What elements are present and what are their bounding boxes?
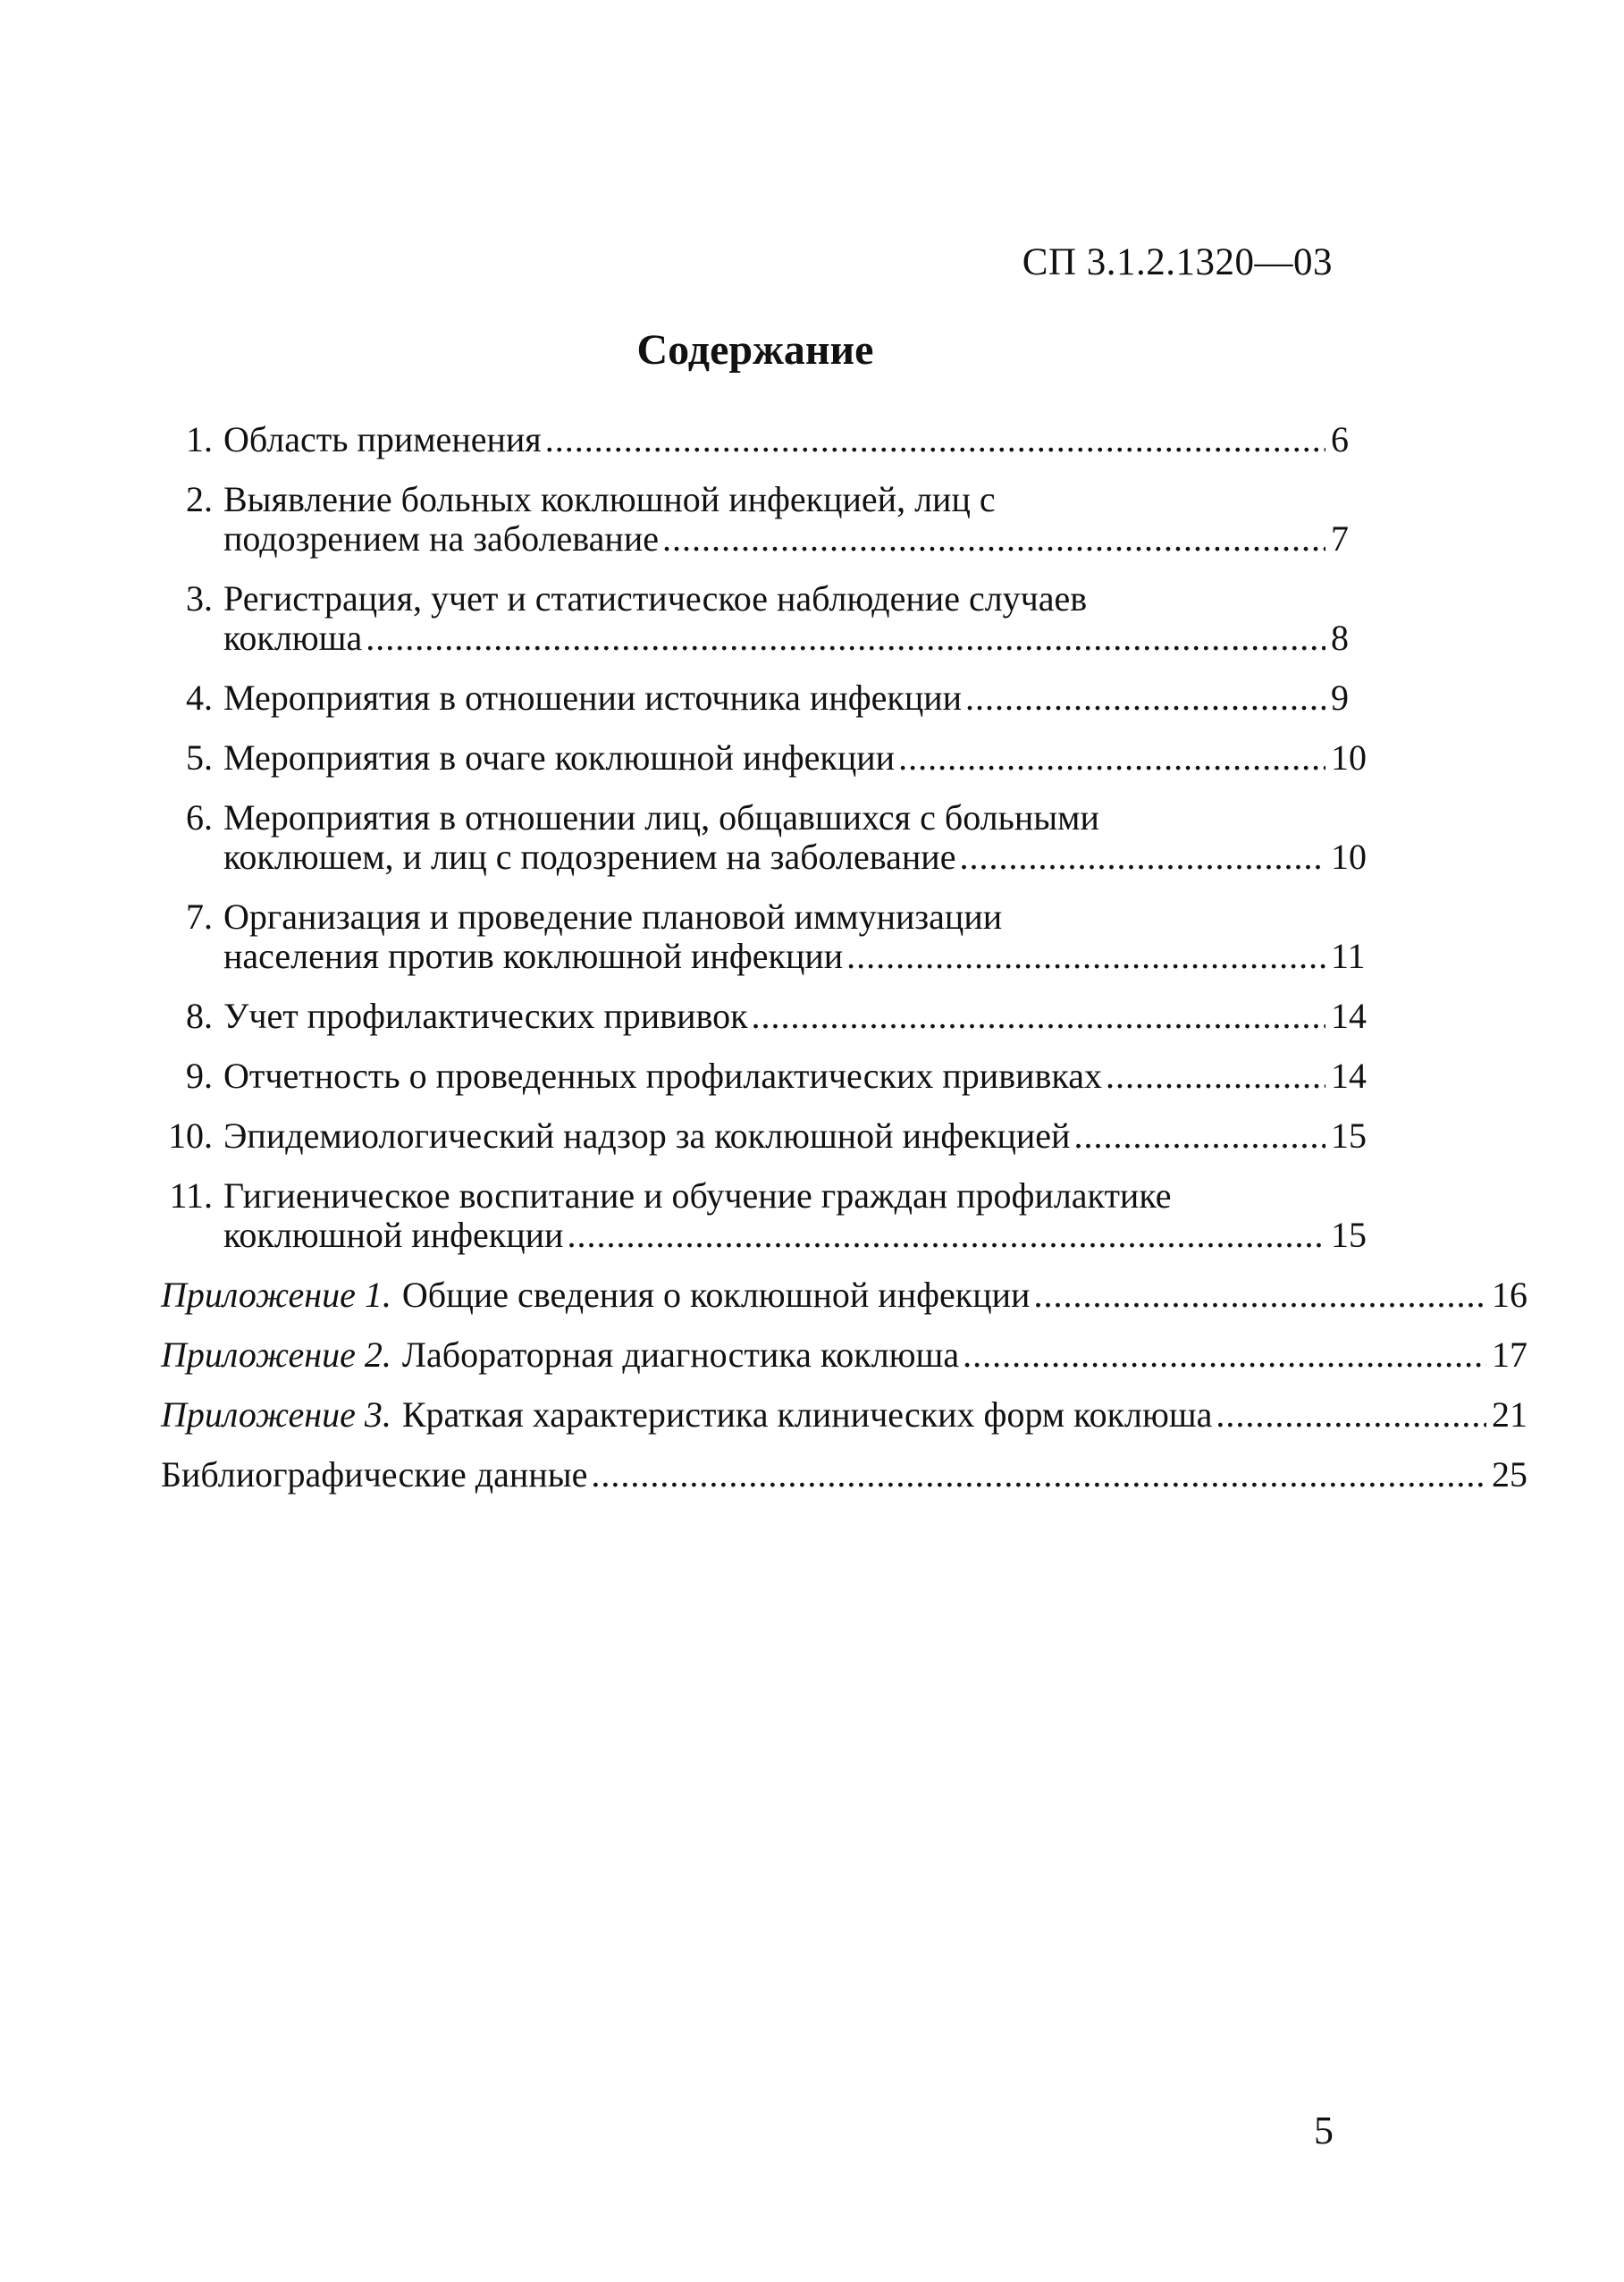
toc-leader [963, 1335, 1486, 1375]
toc-text-continued: подозрением на заболевание [223, 518, 659, 559]
toc-number: 8. [186, 996, 213, 1036]
toc-page: 25 [1492, 1454, 1527, 1495]
toc-entry-1 [0, 420, 1624, 459]
appendix-label: Приложение 3. [161, 1394, 391, 1435]
toc-leader [965, 678, 1325, 718]
toc-appendix-1 [0, 1276, 1624, 1315]
toc-number: 4. [186, 678, 213, 718]
toc-leader [846, 937, 1325, 976]
toc-leader [545, 420, 1325, 459]
toc-text: Учет профилактических прививок [223, 996, 748, 1036]
toc-text: Мероприятия в очаге коклюшной инфекции [223, 737, 896, 778]
toc-number: 5. [186, 737, 213, 778]
toc-leader [752, 997, 1325, 1036]
toc-page: 10 [1331, 837, 1367, 877]
toc-number: 10. [168, 1116, 213, 1156]
toc-entry-11 [0, 1176, 1624, 1255]
toc-text: Лабораторная диагностика коклюша [401, 1335, 960, 1375]
toc-page: 10 [1331, 737, 1367, 778]
toc-text: Выявление больных коклюшной инфекцией, лиц с [223, 479, 996, 519]
toc-entry-7 [0, 897, 1624, 976]
toc-page: 7 [1331, 518, 1349, 559]
toc-text-continued: населения против коклюшной инфекции [223, 936, 844, 976]
toc-text: Краткая характеристика клинических форм коклюша [401, 1394, 1213, 1435]
toc-number: 6. [186, 797, 213, 838]
toc-text: Общие сведения о коклюшной инфекции [401, 1275, 1031, 1315]
toc-number: 3. [186, 578, 213, 619]
toc-number: 2. [186, 479, 213, 519]
toc-entry-8 [0, 997, 1624, 1036]
toc-leader [1106, 1057, 1325, 1096]
toc-leader [1073, 1116, 1325, 1156]
toc-leader [366, 619, 1325, 658]
toc-entry-9 [0, 1057, 1624, 1096]
toc-page: 11 [1331, 936, 1366, 976]
toc-leader [567, 1216, 1325, 1255]
toc-number: 7. [186, 897, 213, 937]
toc-text: Отчетность о проведенных профилактических прививках [223, 1056, 1102, 1096]
toc-text: Библиографические данные [161, 1454, 588, 1495]
doc-code: СП 3.1.2.1320—03 [1022, 241, 1333, 283]
toc-text: Мероприятия в отношении лиц, общавшихся с больными [223, 797, 1099, 838]
toc-page: 15 [1331, 1215, 1367, 1255]
toc-text-continued: коклюша [223, 618, 363, 658]
page-title: Содержание [636, 326, 874, 374]
toc-text: Эпидемиологический надзор за коклюшной инфекцией [223, 1116, 1071, 1156]
table-of-contents [0, 420, 1624, 1495]
toc-entry-5 [0, 738, 1624, 778]
toc-entry-2 [0, 480, 1624, 559]
toc-text: Гигиеническое воспитание и обучение граждан профилактике [223, 1175, 1172, 1216]
toc-text: Мероприятия в отношении источника инфекции [223, 678, 963, 718]
toc-text: Регистрация, учет и статистическое наблюдение случаев [223, 578, 1088, 619]
toc-text-continued: коклюшной инфекции [223, 1215, 564, 1255]
toc-appendix-3 [0, 1395, 1624, 1435]
toc-text: Область применения [223, 419, 542, 459]
appendix-label: Приложение 2. [161, 1335, 391, 1375]
toc-leader [1033, 1276, 1486, 1315]
toc-entry-4 [0, 678, 1624, 718]
toc-number: 1. [186, 419, 213, 459]
toc-text-continued: коклюшем, и лиц с подозрением на заболевание [223, 837, 956, 877]
toc-page: 17 [1492, 1335, 1527, 1375]
toc-page: 21 [1492, 1394, 1527, 1435]
toc-page: 6 [1331, 419, 1349, 459]
toc-page: 14 [1331, 996, 1367, 1036]
toc-leader [959, 838, 1325, 877]
page-number: 5 [1314, 2109, 1334, 2152]
toc-page: 9 [1331, 678, 1349, 718]
toc-leader [1216, 1395, 1486, 1435]
toc-page: 14 [1331, 1056, 1367, 1096]
toc-appendix-2 [0, 1335, 1624, 1375]
toc-bibliography [0, 1455, 1624, 1495]
toc-leader [662, 519, 1325, 559]
toc-number: 11. [169, 1175, 213, 1216]
toc-entry-6 [0, 798, 1624, 877]
toc-text: Организация и проведение плановой иммунизации [223, 897, 1003, 937]
toc-leader [591, 1455, 1486, 1495]
toc-page: 16 [1492, 1275, 1527, 1315]
toc-page: 8 [1331, 618, 1349, 658]
appendix-label: Приложение 1. [161, 1275, 391, 1315]
toc-number: 9. [186, 1056, 213, 1096]
toc-entry-10 [0, 1116, 1624, 1156]
toc-leader [898, 738, 1325, 778]
toc-entry-3 [0, 579, 1624, 658]
toc-page: 15 [1331, 1116, 1367, 1156]
